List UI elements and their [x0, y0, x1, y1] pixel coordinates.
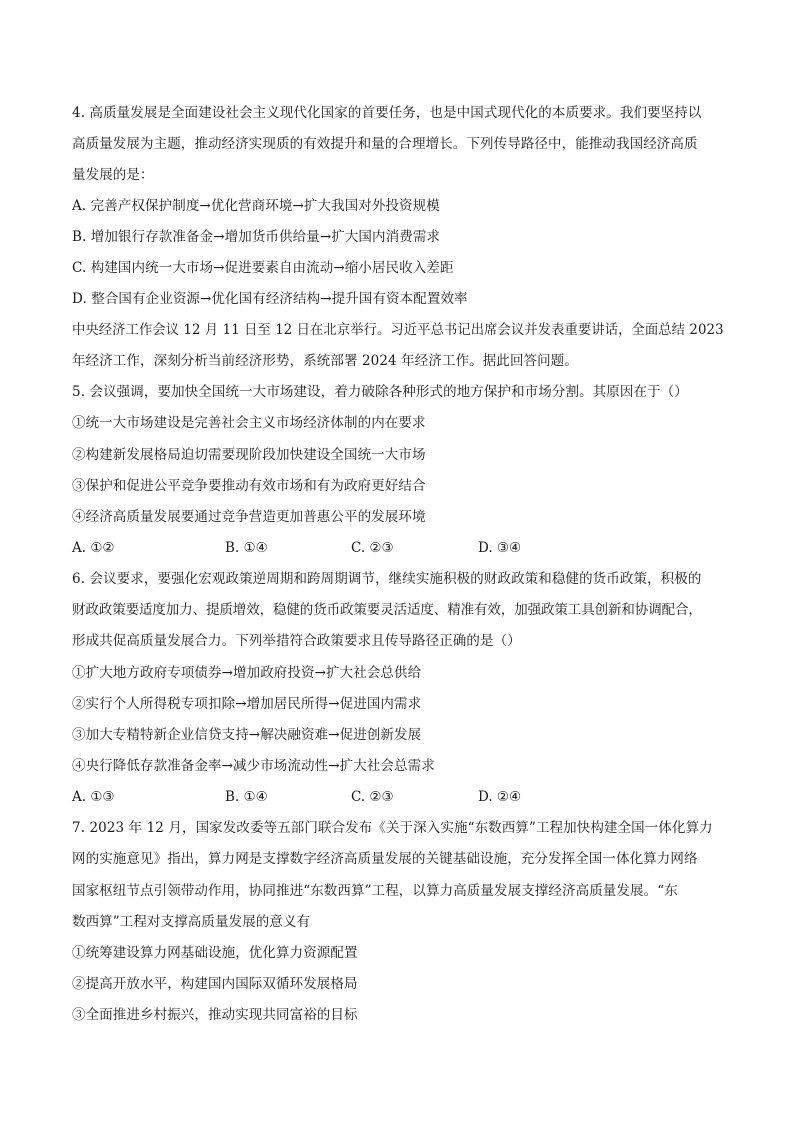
- q6-option-d: D. ②④: [478, 789, 522, 805]
- q6-stem-line-3: 形成共促高质量发展合力。下列举措符合政策要求且传导路径正确的是（）: [72, 633, 521, 649]
- q5-option-c: C. ②③: [351, 540, 394, 556]
- q4-stem-line-1: 4. 高质量发展是全面建设社会主义现代化国家的首要任务，也是中国式现代化的本质要求。我们要坚持以: [72, 105, 702, 121]
- q7-stem-line-4: 数西算”工程对支撑高质量发展的意义有: [72, 914, 311, 930]
- q4-option-a: A. 完善产权保护制度→优化营商环境→扩大我国对外投资规模: [72, 198, 440, 214]
- q6-item-1: ①扩大地方政府专项债券→增加政府投资→扩大社会总供给: [72, 665, 422, 681]
- q5-item-1: ①统一大市场建设是完善社会主义市场经济体制的内在要求: [72, 415, 426, 431]
- q5-stem: 5. 会议强调，要加快全国统一大市场建设，着力破除各种形式的地方保护和市场分割。其原因在于（）: [72, 384, 688, 400]
- q5-option-a: A. ①②: [72, 540, 115, 556]
- q7-item-1: ①统筹建设算力网基础设施，优化算力资源配置: [72, 945, 358, 961]
- q6-option-a: A. ①③: [72, 789, 115, 805]
- material-line-2: 年经济工作，深刻分析当前经济形势，系统部署 2024 年经济工作。据此回答问题。: [72, 353, 578, 369]
- q6-option-b: B. ①④: [225, 789, 268, 805]
- q4-stem-line-2: 高质量发展为主题，推动经济实现质的有效提升和量的合理增长。下列传导路径中，能推动我国经济高质: [72, 136, 698, 152]
- q7-item-3: ③全面推进乡村振兴，推动实现共同富裕的目标: [72, 1007, 358, 1023]
- q5-option-b: B. ①④: [225, 540, 268, 556]
- q6-item-4: ④央行降低存款准备金率→减少市场流动性→扩大社会总需求: [72, 758, 435, 774]
- q6-item-2: ②实行个人所得税专项扣除→增加居民所得→促进国内需求: [72, 696, 422, 712]
- q6-stem-line-2: 财政政策要适度加力、提质增效，稳健的货币政策要灵活适度、精准有效，加强政策工具创新和协调配合，: [72, 602, 702, 618]
- q5-item-4: ④经济高质量发展要通过竞争营造更加普惠公平的发展环境: [72, 509, 426, 525]
- q5-option-d: D. ③④: [478, 540, 522, 556]
- q7-stem-line-1: 7. 2023 年 12 月，国家发改委等五部门联合发布《关于深入实施“东数西算”工程加快构建全国一体化算力: [72, 820, 713, 836]
- q4-option-b: B. 增加银行存款准备金→增加货币供给量→扩大国内消费需求: [72, 229, 441, 245]
- q5-item-3: ③保护和促进公平竞争要推动有效市场和有为政府更好结合: [72, 478, 426, 494]
- q6-option-c: C. ②③: [351, 789, 394, 805]
- q7-item-2: ②提高开放水平，构建国内国际双循环发展格局: [72, 976, 358, 992]
- q7-stem-line-3: 国家枢纽节点引领带动作用，协同推进“东数西算”工程，以算力高质量发展支撑经济高质量发展。“东: [72, 883, 678, 899]
- q5-item-2: ②构建新发展格局迫切需要现阶段加快建设全国统一大市场: [72, 447, 426, 463]
- material-line-1: 中央经济工作会议 12 月 11 日至 12 日在北京举行。习近平总书记出席会议并发表重要讲话，全面总结 2023: [72, 322, 724, 338]
- q4-stem-line-3: 量发展的是：: [72, 167, 154, 183]
- q6-stem-line-1: 6. 会议要求，要强化宏观政策逆周期和跨周期调节，继续实施积极的财政政策和稳健的货币政策，积极的: [72, 571, 702, 587]
- q7-stem-line-2: 网的实施意见》指出，算力网是支撑数字经济高质量发展的关键基础设施，充分发挥全国一体化算力网络: [72, 851, 698, 867]
- q6-item-3: ③加大专精特新企业信贷支持→解决融资难→促进创新发展: [72, 727, 422, 743]
- q4-option-d: D. 整合国有企业资源→优化国有经济结构→提升国有资本配置效率: [72, 291, 468, 307]
- q4-option-c: C. 构建国内统一大市场→促进要素自由流动→缩小居民收入差距: [72, 260, 454, 276]
